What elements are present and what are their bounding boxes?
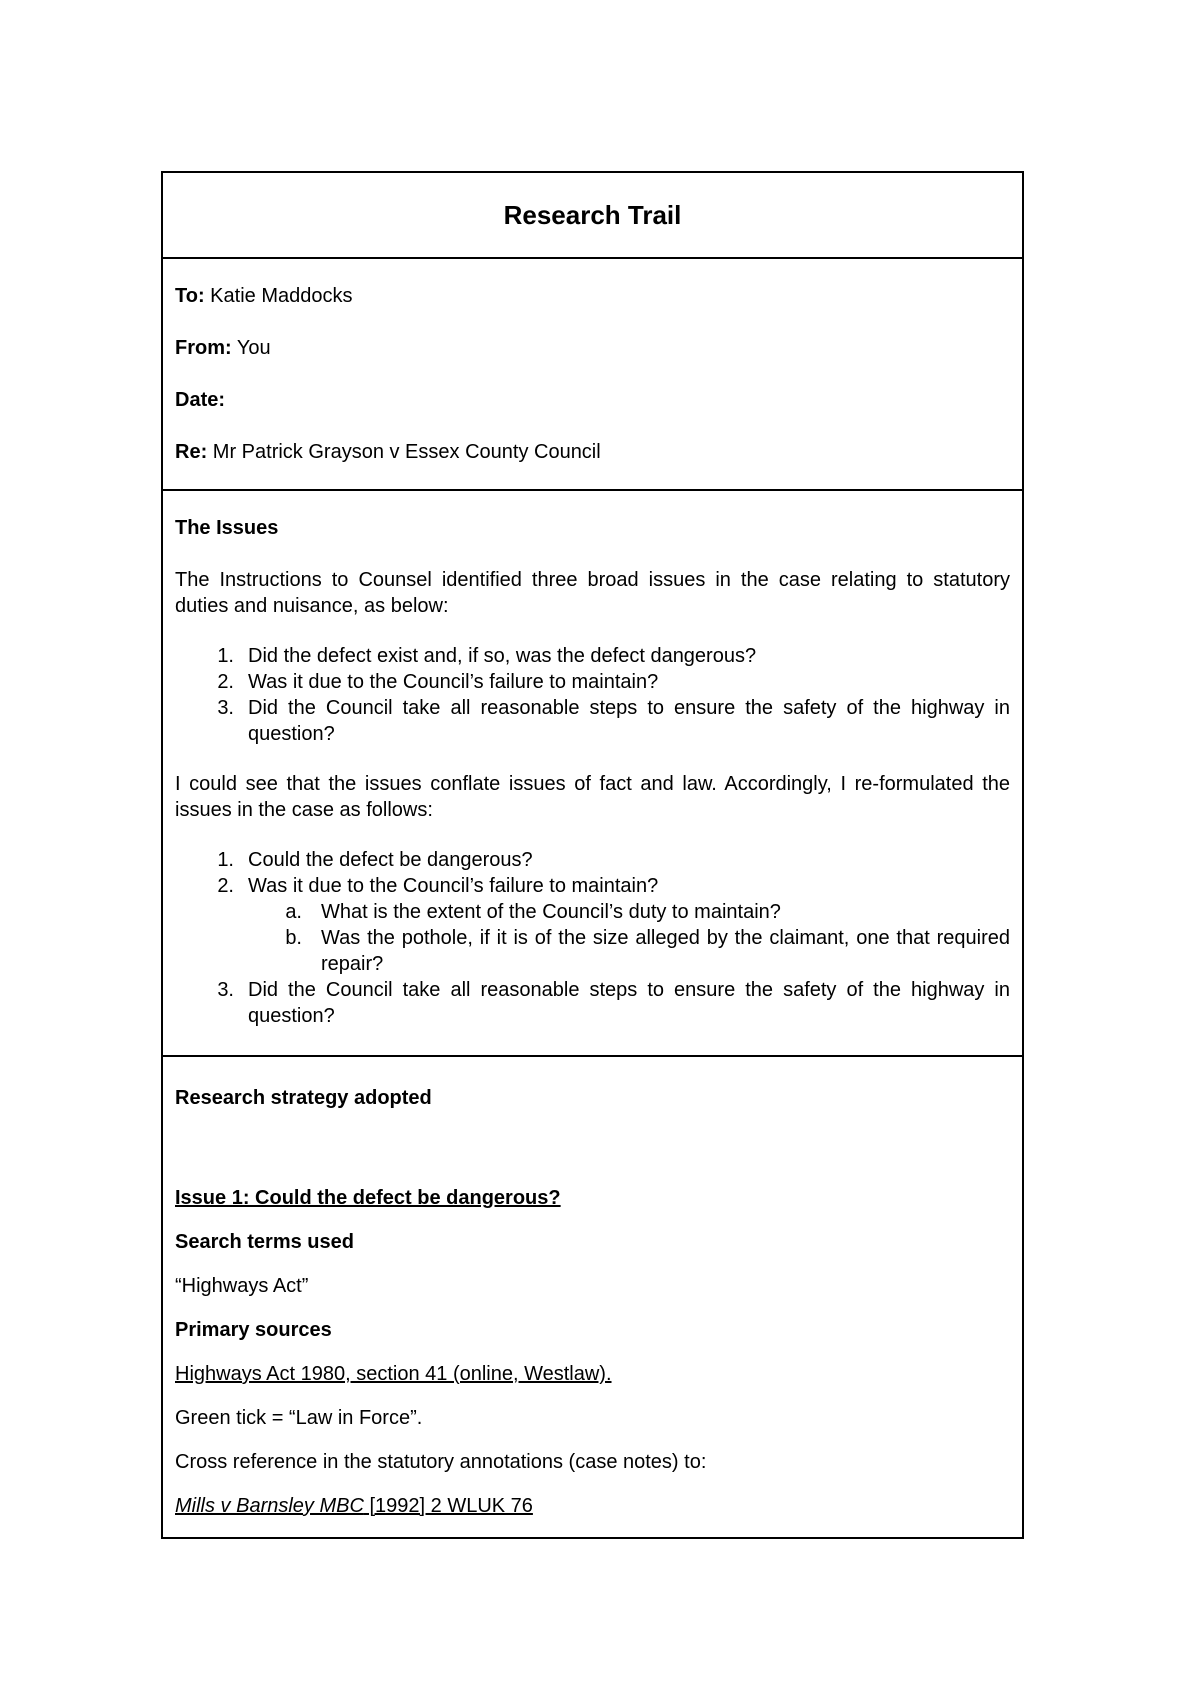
memo-header-cell	[163, 259, 1022, 491]
sub-list-item: b. Was the pothole, if it is of the size alleged by the claimant, one that required repair?	[285, 927, 1010, 975]
issues-intro: The Instructions to Counsel identified three broad issues in the case relating to statutory duties and nuisance, as below:	[175, 569, 1010, 617]
from-line	[175, 335, 1010, 361]
case-citation-link[interactable]	[175, 1493, 1010, 1519]
from-label: From:	[175, 337, 232, 359]
list-item: 2. Was it due to the Council’s failure to maintain?	[217, 671, 659, 693]
to-line	[175, 283, 1010, 309]
sub-issues-list	[248, 899, 1010, 977]
title-cell	[163, 173, 1022, 259]
list-item: 3. Did the Council take all reasonable steps to ensure the safety of the highway in question?	[217, 979, 1010, 1027]
date-line	[175, 387, 1010, 413]
cross-reference-note: Cross reference in the statutory annotations (case notes) to:	[175, 1451, 707, 1473]
re-line	[175, 439, 1010, 465]
re-value: Mr Patrick Grayson v Essex County Council	[212, 441, 601, 463]
list-item: 1. Did the defect exist and, if so, was the defect dangerous?	[217, 645, 757, 667]
list-item: 1. Could the defect be dangerous?	[217, 849, 533, 871]
primary-sources-heading: Primary sources	[175, 1319, 332, 1341]
document-title: Research Trail	[503, 199, 682, 230]
reformulated-issues-list	[175, 847, 1010, 1029]
issues-cell	[163, 491, 1022, 1057]
primary-source-link[interactable]: Highways Act 1980, section 41 (online, Westlaw).	[175, 1363, 612, 1385]
search-terms-heading: Search terms used	[175, 1231, 354, 1253]
original-issues-list	[175, 643, 1010, 747]
issue1-heading: Issue 1: Could the defect be dangerous?	[175, 1187, 561, 1209]
list-item: 3. Did the Council take all reasonable steps to ensure the safety of the highway in question?	[217, 697, 1010, 745]
list-item: 2. Was it due to the Council’s failure to maintain? a. What is the extent of the Council’s duty to maintain? b. Was the pothole, if it is of the size alleged by the claimant, one that required repair?	[217, 875, 1010, 975]
from-value: You	[236, 337, 271, 359]
strategy-heading: Research strategy adopted	[175, 1087, 432, 1109]
issues-heading: The Issues	[175, 517, 279, 539]
search-terms: “Highways Act”	[175, 1275, 309, 1297]
date-label: Date:	[175, 389, 226, 411]
issues-reformulation: I could see that the issues conflate issues of fact and law. Accordingly, I re-formulated the issues in the case as follows:	[175, 773, 1010, 821]
to-value: Katie Maddocks	[210, 285, 353, 307]
case-citation: [1992] 2 WLUK 76	[363, 1495, 533, 1517]
to-label: To:	[175, 285, 205, 307]
re-label: Re:	[175, 441, 208, 463]
green-tick-note: Green tick = “Law in Force”.	[175, 1407, 423, 1429]
strategy-cell	[163, 1057, 1022, 1537]
case-name: Mills v Barnsley MBC	[175, 1495, 364, 1517]
sub-list-item: a. What is the extent of the Council’s duty to maintain?	[285, 901, 781, 923]
research-trail-table	[161, 171, 1024, 1539]
